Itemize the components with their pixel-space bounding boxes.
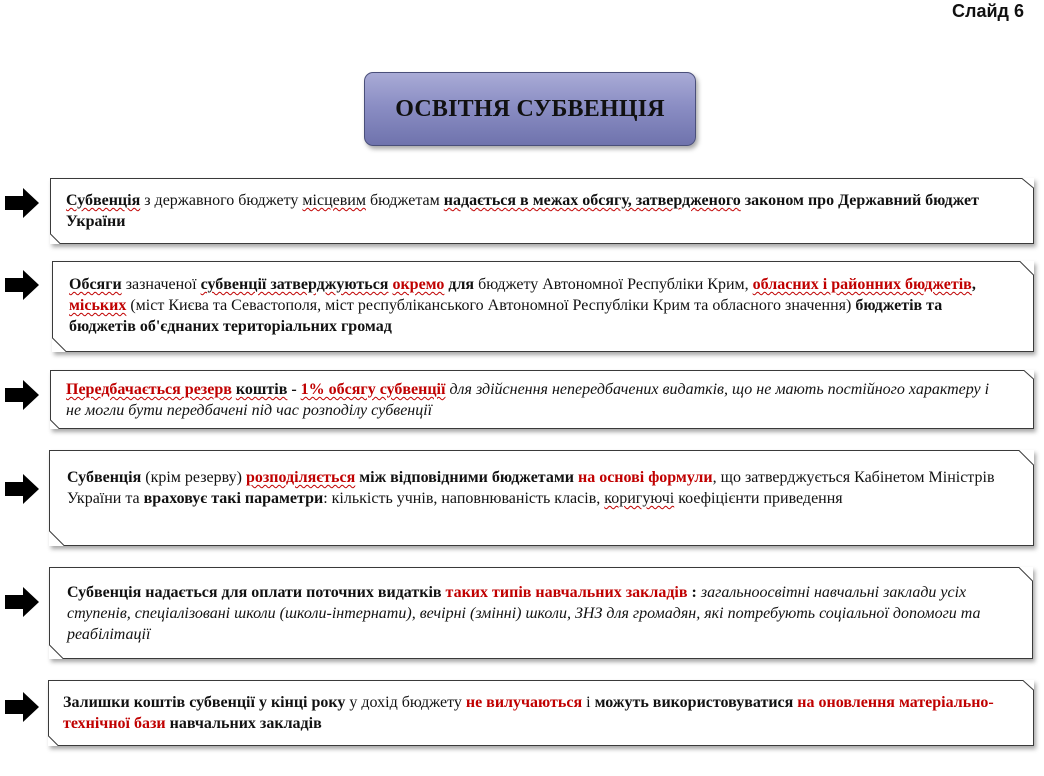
text-segment: не вилучаються (465, 694, 583, 711)
text-segment: : кількість учнів, наповнюваність класів, (323, 490, 605, 507)
text-segment: навчальних закладів (169, 715, 322, 732)
block-text (66, 379, 1006, 421)
info-block-3 (50, 370, 1034, 429)
text-segment: таких типів навчальних закладів (445, 584, 688, 601)
arrow-right-icon (3, 585, 41, 619)
text-segment: Залишки коштів субвенції у кінці року (63, 694, 346, 711)
text-segment: , що затверджується Кабінетом Міністрів України та (67, 469, 995, 507)
text-segment: окремо (392, 276, 445, 293)
text-segment: враховує такі параметри (143, 490, 324, 507)
info-block-5 (49, 567, 1033, 659)
text-segment: коштів (235, 381, 288, 398)
text-segment: розподіляється (245, 469, 356, 486)
info-block-4 (49, 450, 1034, 546)
text-segment: Субвенція (67, 469, 142, 486)
text-segment: бюджету Автономної Республіки Крим, (474, 276, 753, 293)
block-text (63, 692, 1013, 734)
text-segment: між відповідними бюджетами (359, 469, 574, 486)
text-segment: і (582, 694, 595, 711)
text-segment: можуть використовуватися (594, 694, 794, 711)
arrow-right-icon (3, 378, 41, 412)
text-segment: 1% обсягу субвенції (300, 381, 446, 398)
text-segment: бюджетів та бюджетів об'єднаних територіальних громад (69, 297, 943, 335)
text-segment: міських (69, 297, 127, 314)
slide-title: ОСВІТНЯ СУБВЕНЦІЯ (364, 72, 696, 146)
block-text (67, 582, 1017, 645)
text-segment: Обсяги (69, 276, 122, 293)
text-segment: на основі формули (577, 469, 713, 486)
text-segment: (міст Києва та Севастополя, міст республіканського Автономної Республіки Крим та обласного значення) (126, 297, 856, 314)
text-segment: місцевим (302, 192, 366, 209)
text-segment: (крім резерву) (141, 469, 246, 486)
text-segment: Субвенція (66, 192, 141, 209)
arrow-right-icon (3, 690, 41, 724)
text-segment: , (971, 276, 976, 293)
block-text (69, 274, 1009, 337)
info-block-2 (52, 261, 1034, 352)
text-segment: зазначеної (121, 276, 201, 293)
text-segment: для здійснення непередбачених видатків, що не мають постійного характеру і не могли бути передбачені під час розподілу субвенції (66, 381, 990, 419)
slide-number: Слайд 6 (952, 1, 1024, 21)
text-segment: обласних і районних бюджетів (752, 276, 972, 293)
arrow-right-icon (3, 186, 41, 220)
arrow-right-icon (3, 472, 41, 506)
text-segment: субвенції затверджуються (200, 276, 389, 293)
arrow-right-icon (3, 268, 41, 302)
text-segment: Субвенція надається для оплати поточних видатків (67, 584, 446, 601)
text-segment: у дохід бюджету (345, 694, 466, 711)
text-segment: коефіцієнти приведення (674, 490, 843, 507)
text-segment: : (687, 584, 697, 601)
text-segment: надається в межах обсягу, затвердженого (443, 192, 741, 209)
text-segment: - (287, 381, 301, 398)
block-text (67, 467, 1012, 509)
text-segment: на оновлення матеріально-технічної бази (63, 694, 994, 732)
text-segment: для (448, 276, 475, 293)
text-segment: загальноосвітні навчальні заклади усіх ступенів, спеціалізовані школи (школи-інтернати), вечірні (змінні) школи, ЗНЗ для громадян, які потребують соціальної допомоги та реабілітації (67, 584, 981, 643)
info-block-6 (48, 680, 1034, 746)
info-block-1 (50, 178, 1034, 244)
text-segment: з державного бюджету (140, 192, 303, 209)
text-segment: законом про Державний бюджет України (66, 192, 979, 230)
block-text (66, 190, 1006, 232)
text-segment: Передбачається резерв (66, 381, 232, 398)
text-segment: коригуючі (604, 490, 675, 507)
text-segment: бюджетам (365, 192, 444, 209)
